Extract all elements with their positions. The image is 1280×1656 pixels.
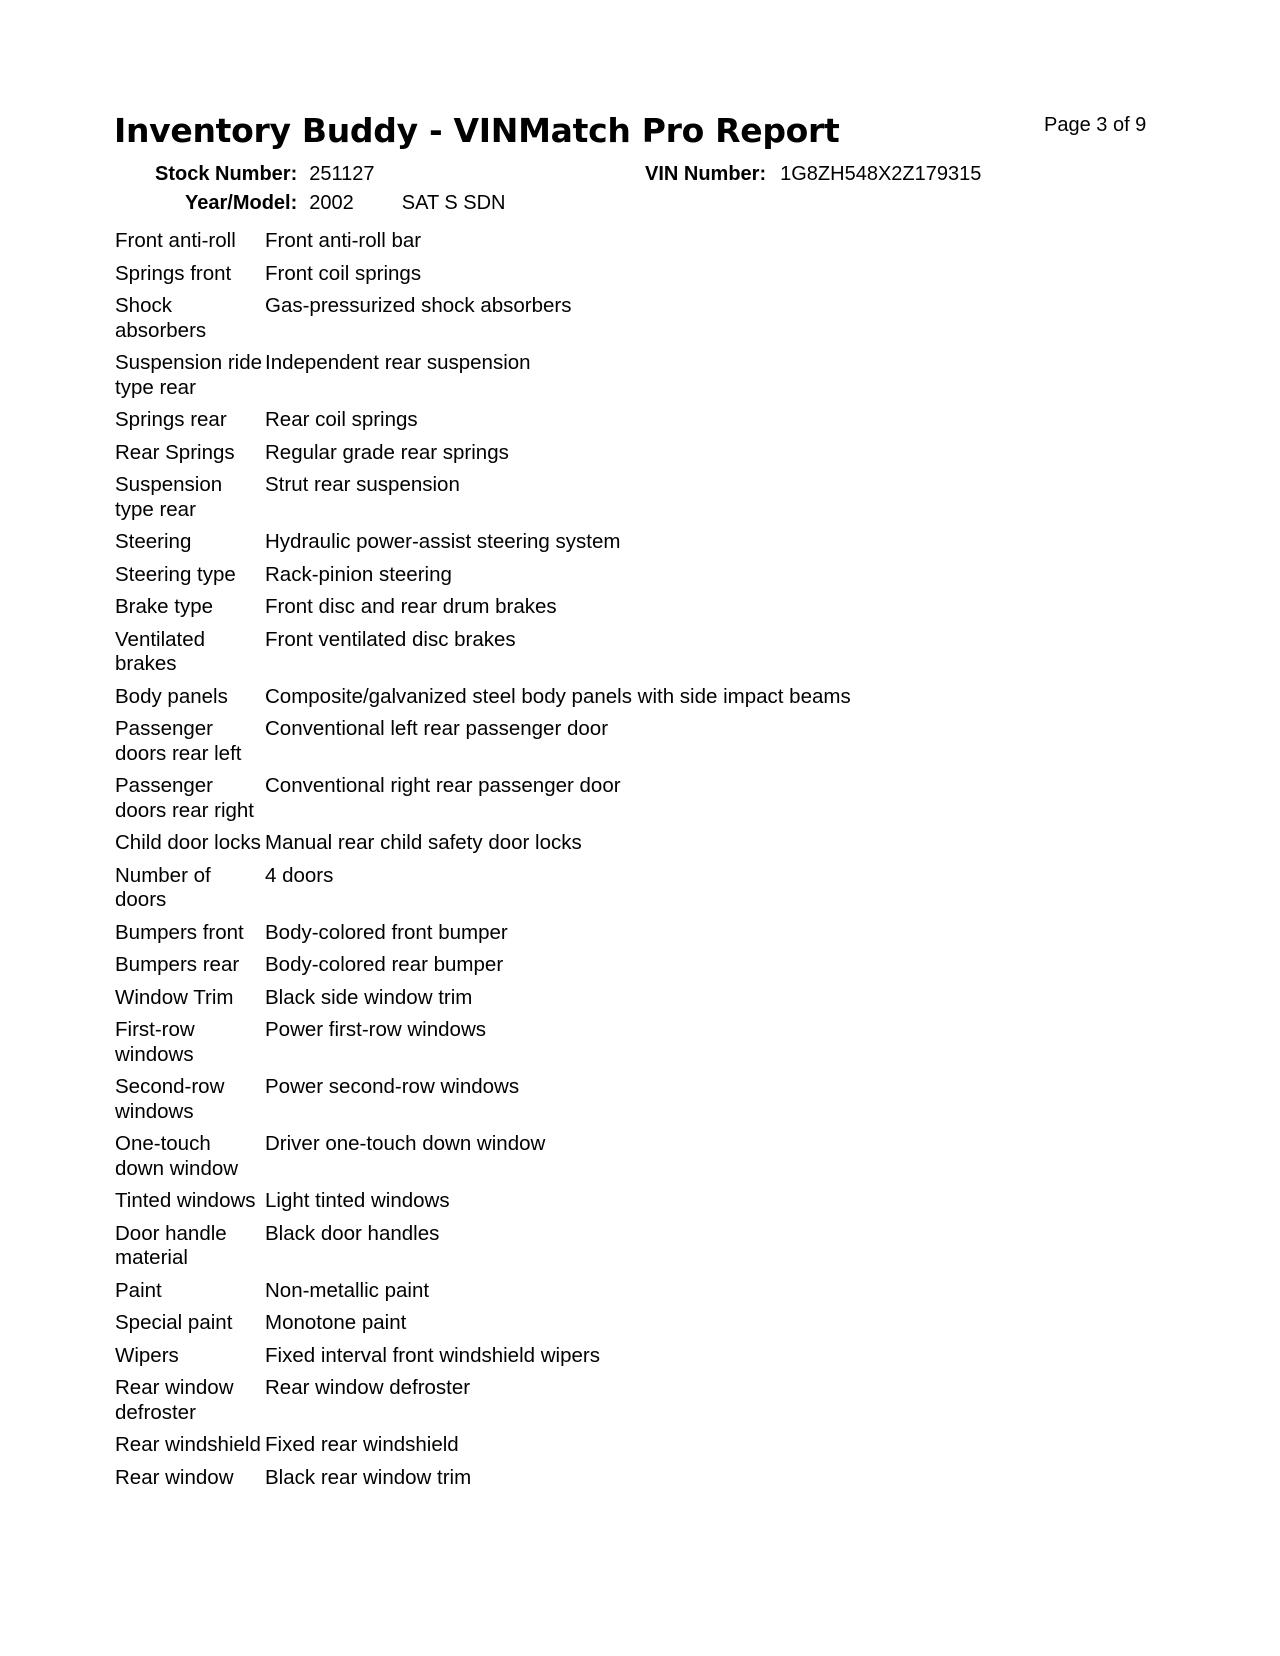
spec-row	[115, 1075, 1115, 1124]
spec-name: Brake type	[115, 595, 213, 618]
spec-value: Power second-row windows	[265, 1075, 520, 1098]
spec-value: Black rear window trim	[265, 1465, 472, 1489]
spec-name: Rear window	[115, 1465, 234, 1489]
spec-value: Driver one-touch down window	[265, 1132, 546, 1155]
spec-value: Hydraulic power-assist steering system	[265, 530, 621, 553]
year-value: 2002	[309, 192, 354, 214]
spec-name: Suspension ride type rear	[115, 351, 263, 399]
report-title: Inventory Buddy - VINMatch Pro Report	[114, 111, 840, 150]
spec-row	[115, 595, 1115, 620]
spec-name: Bumpers rear	[115, 953, 240, 976]
spec-value: Fixed interval front windshield wipers	[265, 1343, 600, 1367]
spec-name: Passenger doors rear right	[115, 774, 255, 822]
spec-name: Paint	[115, 1278, 162, 1302]
spec-name: Body panels	[115, 684, 228, 708]
spec-value: Front anti-roll bar	[265, 229, 422, 252]
vin-number-value: 1G8ZH548X2Z179315	[780, 163, 982, 185]
spec-name: Ventilated brakes	[115, 627, 206, 675]
spec-value: Body-colored front bumper	[265, 920, 508, 944]
spec-row	[115, 1466, 1115, 1491]
spec-row	[115, 864, 1115, 913]
spec-row	[115, 408, 1115, 433]
spec-row	[115, 1311, 1115, 1336]
spec-value: Gas-pressurized shock absorbers	[265, 294, 572, 317]
year-model	[185, 192, 506, 215]
spec-name: Springs front	[115, 261, 232, 285]
spec-value: Black door handles	[265, 1221, 440, 1245]
spec-row	[115, 473, 1115, 522]
model-value: SAT S SDN	[401, 192, 506, 214]
spec-row	[115, 921, 1115, 946]
spec-row	[115, 1376, 1115, 1425]
spec-value: Power first-row windows	[265, 1018, 486, 1041]
spec-row	[115, 717, 1115, 766]
spec-value: Composite/galvanized steel body panels with side impact beams	[265, 684, 851, 708]
spec-value: Manual rear child safety door locks	[265, 831, 582, 854]
spec-row	[115, 1018, 1115, 1067]
spec-row	[115, 1433, 1115, 1458]
spec-row	[115, 774, 1115, 823]
spec-value: Rear coil springs	[265, 408, 418, 431]
spec-name: Child door locks	[115, 831, 261, 854]
spec-value: Front ventilated disc brakes	[265, 627, 516, 651]
spec-row	[115, 1279, 1115, 1304]
spec-name: Window Trim	[115, 985, 234, 1009]
spec-name: Springs rear	[115, 408, 227, 431]
spec-value: Rack-pinion steering	[265, 562, 452, 586]
spec-value: Conventional left rear passenger door	[265, 717, 609, 740]
stock-number-label: Stock Number:	[155, 163, 298, 185]
spec-value: Black side window trim	[265, 985, 473, 1009]
spec-name: Special paint	[115, 1311, 233, 1334]
spec-name: Second-row windows	[115, 1075, 225, 1123]
spec-row	[115, 294, 1115, 343]
stock-number	[155, 163, 375, 186]
spec-name: Number of doors	[115, 863, 211, 911]
spec-row	[115, 563, 1115, 588]
spec-name: Rear window defroster	[115, 1376, 234, 1424]
spec-value: Front disc and rear drum brakes	[265, 595, 557, 618]
spec-row	[115, 628, 1115, 677]
spec-value: Non-metallic paint	[265, 1278, 430, 1302]
spec-name: One-touch down window	[115, 1132, 239, 1180]
spec-name: Rear Springs	[115, 440, 235, 464]
spec-name: First-row windows	[115, 1018, 195, 1066]
spec-row	[115, 1344, 1115, 1369]
spec-name: Bumpers front	[115, 920, 244, 944]
spec-list	[115, 229, 1115, 1498]
vin-number-label: VIN Number:	[645, 163, 767, 185]
spec-value: 4 doors	[265, 863, 334, 887]
spec-row	[115, 1222, 1115, 1271]
spec-value: Conventional right rear passenger door	[265, 774, 621, 797]
spec-row	[115, 831, 1115, 856]
spec-row	[115, 986, 1115, 1011]
spec-value: Strut rear suspension	[265, 473, 460, 496]
spec-value: Independent rear suspension	[265, 351, 531, 374]
vin-number	[645, 163, 981, 186]
spec-name: Door handle material	[115, 1221, 227, 1269]
spec-value: Front coil springs	[265, 261, 422, 285]
spec-value: Monotone paint	[265, 1311, 407, 1334]
spec-row	[115, 685, 1115, 710]
spec-row	[115, 953, 1115, 978]
year-model-label: Year/Model:	[185, 192, 298, 214]
spec-value: Fixed rear windshield	[265, 1433, 459, 1456]
spec-value: Light tinted windows	[265, 1189, 450, 1212]
spec-row	[115, 1189, 1115, 1214]
spec-name: Steering	[115, 530, 192, 553]
spec-name: Wipers	[115, 1343, 179, 1367]
spec-row	[115, 441, 1115, 466]
spec-row	[115, 351, 1115, 400]
spec-value: Body-colored rear bumper	[265, 953, 504, 976]
spec-name: Steering type	[115, 562, 236, 586]
spec-name: Rear windshield	[115, 1433, 261, 1456]
spec-name: Suspension type rear	[115, 473, 223, 521]
stock-number-value: 251127	[309, 163, 375, 185]
spec-value: Regular grade rear springs	[265, 440, 509, 464]
spec-name: Tinted windows	[115, 1189, 256, 1212]
spec-row	[115, 262, 1115, 287]
spec-name: Passenger doors rear left	[115, 717, 242, 765]
spec-name: Shock absorbers	[115, 294, 207, 342]
spec-value: Rear window defroster	[265, 1376, 471, 1399]
spec-name: Front anti-roll	[115, 229, 236, 252]
spec-row	[115, 1132, 1115, 1181]
page-number: Page 3 of 9	[1044, 114, 1147, 136]
spec-row	[115, 530, 1115, 555]
spec-row	[115, 229, 1115, 254]
